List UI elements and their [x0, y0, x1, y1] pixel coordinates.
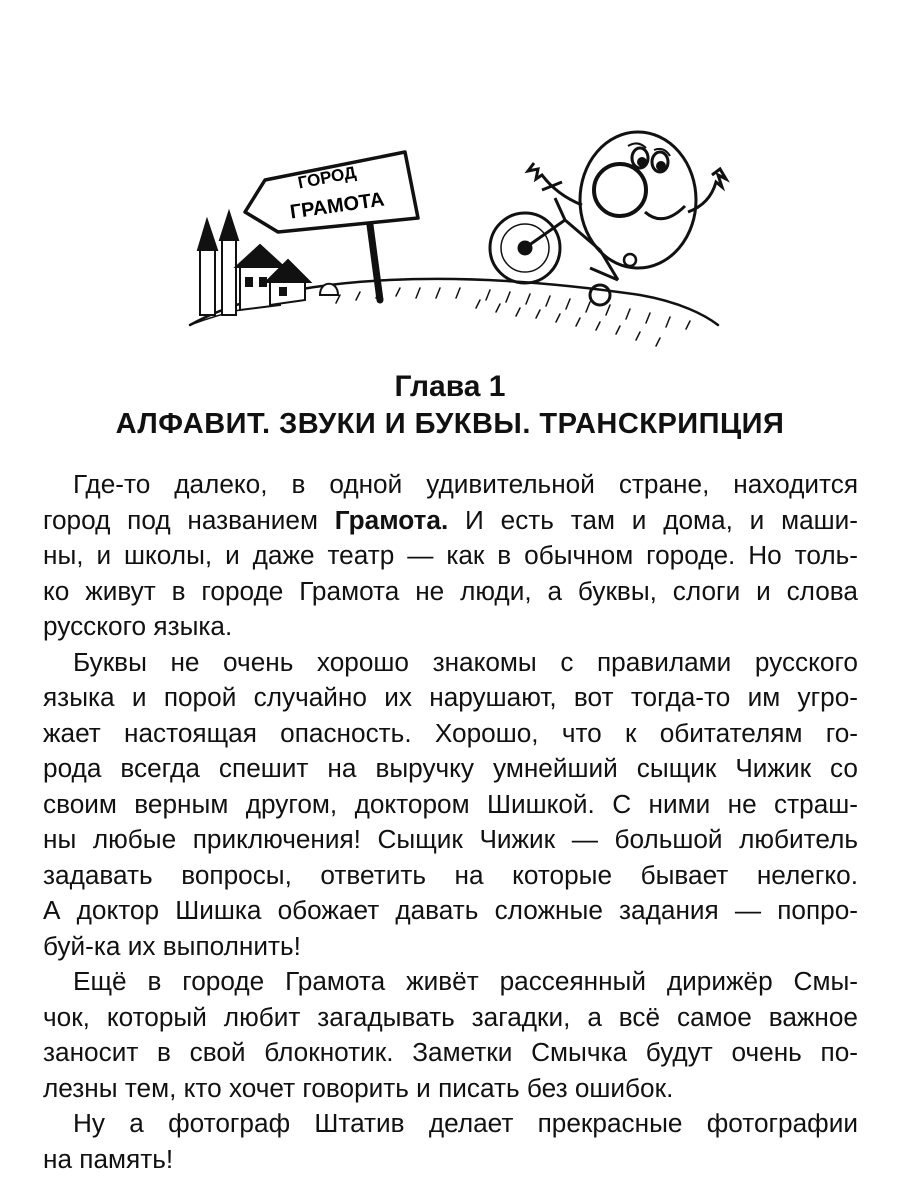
p2-line-6: ны любые приключения! Сыщик Чижик — большой любитель [43, 824, 858, 854]
p1-line-4: ко живут в городе Грамота не люди, а буквы, слоги и слова [43, 575, 858, 606]
sign-line-1: ГОРОД [296, 162, 358, 193]
p2-line-8: А доктор Шишка обожает давать сложные задания — попро- [43, 895, 858, 925]
p3-line-4: лезны тем, кто хочет говорить и писать без ошибок. [43, 1072, 674, 1103]
p2-line-2: языка и порой случайно их нарушают, вот тогда-то им угро- [43, 682, 858, 712]
p1-line-5: русского языка. [43, 611, 233, 641]
p1-line-2-post: И есть там и дома, и маши- [448, 504, 859, 535]
chapter-title: АЛФАВИТ. ЗВУКИ И БУКВЫ. ТРАНСКРИПЦИЯ [115, 408, 785, 440]
p3-line-1: Ещё в городе Грамота живёт рассеянный дирижёр Смы- [73, 966, 858, 996]
p1-line-2 [43, 503, 858, 539]
p2-line-5: своим верным другом, доктором Шишкой. С ними не страш- [43, 788, 858, 819]
chapter-number: Глава 1 [394, 370, 506, 403]
p2-line-1: Буквы не очень хорошо знакомы с правилами русского [73, 646, 858, 677]
p2-line-7: задавать вопросы, ответить на которые бывает нелегко. [43, 859, 858, 890]
p1-line-3: ны, и школы, и даже театр — как в обычном городе. Но толь- [43, 540, 858, 570]
p2-line-9: буй-ка их выполнить! [43, 930, 301, 961]
body-text [43, 467, 858, 1177]
p3-line-3: заносит в свой блокнотик. Заметки Смычка будут очень по- [43, 1037, 858, 1067]
letter-o-character-on-bicycle [490, 132, 726, 305]
city-name-bold: Грамота. [334, 504, 449, 535]
p1-line-2-pre: город под названием [43, 504, 335, 535]
p1-line-1: Где-то далеко, в одной удивительной стране, находится [73, 469, 858, 499]
p2-line-3: жает настоящая опасность. Хорошо, что к обитателям го- [43, 717, 858, 748]
p4-line-2: на память! [43, 1143, 174, 1174]
p2-line-4: рода всегда спешит на выручку умнейший сыщик Чижик со [43, 753, 858, 783]
p4-line-1: Ну а фотограф Штатив делает прекрасные фотографии [73, 1108, 858, 1138]
chapter-illustration [170, 120, 740, 370]
p3-line-2: чок, который любит загадывать загадки, а всё самое важное [43, 1001, 858, 1032]
sign-line-2: ГРАМОТА [288, 188, 386, 224]
